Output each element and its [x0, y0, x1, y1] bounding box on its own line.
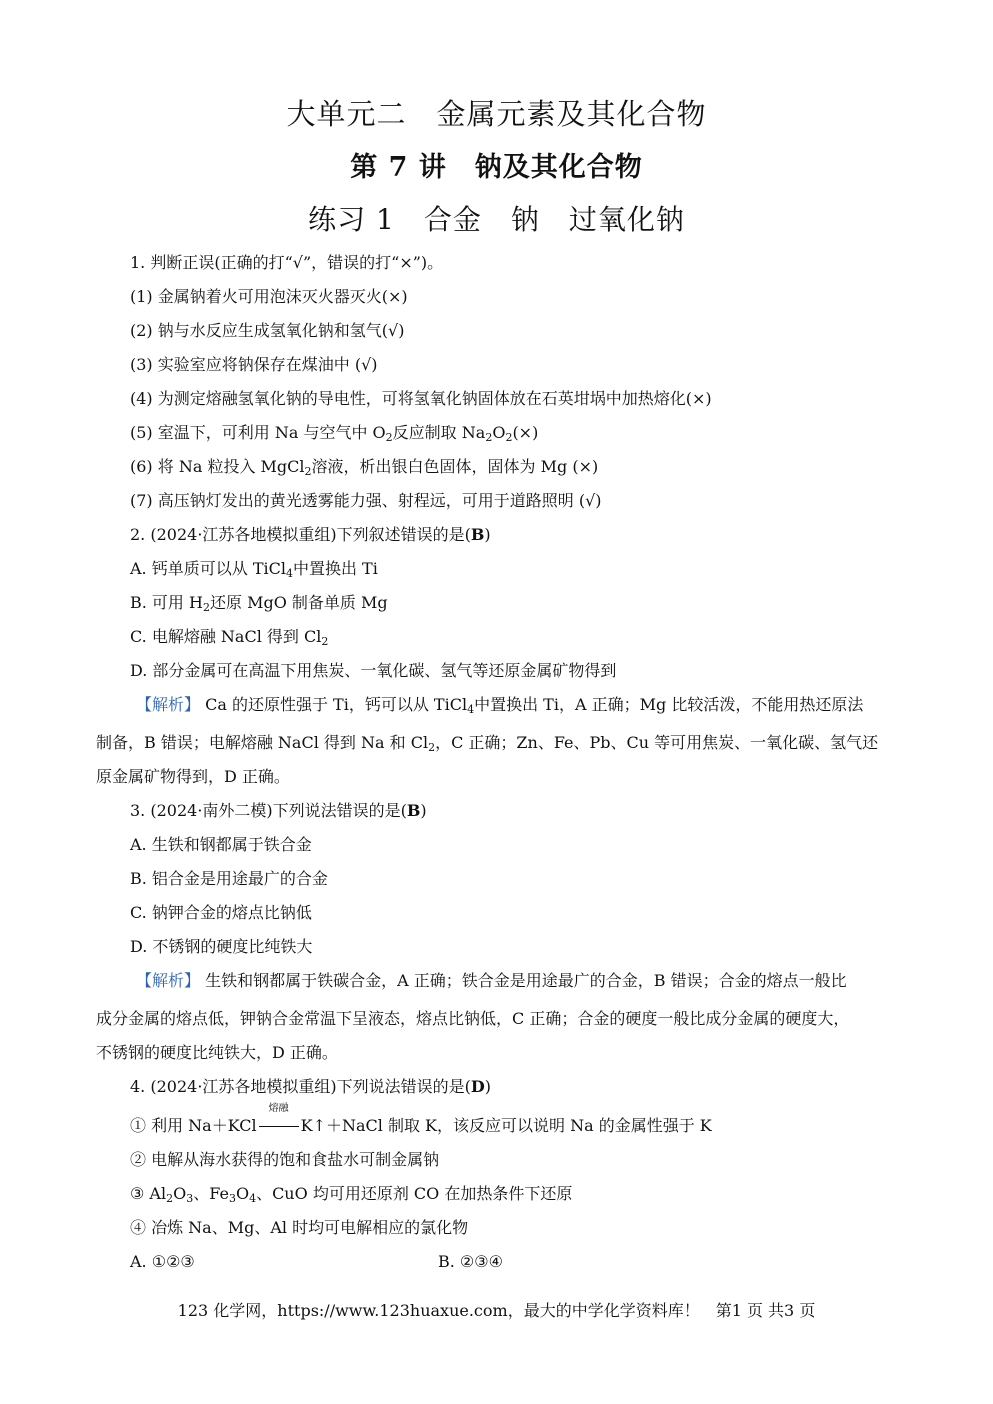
unit-title: 大单元二 金属元素及其化合物 — [286, 97, 707, 131]
q1-item-2: (2) 钠与水反应生成氢氧化钠和氢气(√) — [130, 321, 405, 340]
q3-stem: 3. (2024·南外二模)下列说法错误的是(B) — [130, 801, 427, 820]
q3-explanation-line-1: 【解析】 生铁和钢都属于铁碳合金，A 正确；铁合金是用途最广的合金，B 错误；合金的熔点一般比 — [136, 971, 847, 990]
q3-explanation-line-3: 不锈钢的硬度比纯铁大，D 正确。 — [96, 1043, 338, 1062]
exercise-title: 练习 1 合金 钠 过氧化钠 — [308, 203, 685, 236]
jiexi-tag: 【解析】 — [136, 971, 201, 990]
q3-option-d: D. 不锈钢的硬度比纯铁大 — [130, 937, 313, 956]
q4-option-a: A. ①②③ — [130, 1252, 195, 1271]
q3-answer: B — [406, 801, 421, 820]
q1-stem: 1. 判断正误(正确的打“√”，错误的打“×”)。 — [130, 253, 444, 272]
q4-statement-4: ④ 冶炼 Na、Mg、Al 时均可电解相应的氯化物 — [130, 1218, 469, 1237]
q4-option-b: B. ②③④ — [438, 1252, 503, 1271]
q2-explanation-line-2: 制备，B 错误；电解熔融 NaCl 得到 Na 和 $Cl_2$，C 正确；Zn、Fe、Pb、Cu 等可用焦炭、一氧化碳、氢气还 — [96, 733, 879, 754]
q4-statement-2: ② 电解从海水获得的饱和食盐水可制金属钠 — [130, 1150, 440, 1169]
q1-item-4: (4) 为测定熔融氢氧化钠的导电性，可将氢氧化钠固体放在石英坩埚中加热熔化(×) — [130, 389, 712, 408]
jiexi-tag: 【解析】 — [136, 695, 201, 714]
q2-explanation-line-3: 原金属矿物得到，D 正确。 — [96, 767, 290, 786]
q4-statement-3: ③ $Al_2O_3$、$Fe_3O_4$、CuO 均可用还原剂 CO 在加热条件下还原 — [130, 1184, 573, 1205]
q2-stem: 2. (2024·江苏各地模拟重组)下列叙述错误的是(B) — [130, 525, 491, 544]
q4-statement-1: ① 利用 Na＋KCl 熔融 K↑＋NaCl 制取 K，该反应可以说明 Na 的金属性强于 K — [130, 1103, 712, 1135]
q2-option-a: A. 钙单质可以从 TiCl$_4$中置换出 Ti — [130, 559, 378, 580]
q1-item-3: (3) 实验室应将钠保存在煤油中 (√) — [130, 355, 378, 374]
q2-explanation-line-1: 【解析】 Ca 的还原性强于 Ti，钙可以从 TiCl$_4$中置换出 Ti，A 正确；Mg 比较活泼，不能用热还原法 — [136, 695, 864, 716]
lesson-title: 第 7 讲 钠及其化合物 — [350, 152, 643, 183]
q1-item-7: (7) 高压钠灯发出的黄光透雾能力强、射程远，可用于道路照明 (√) — [130, 491, 602, 510]
q2-option-c: C. 电解熔融 NaCl 得到 $Cl_2$ — [130, 627, 329, 648]
q1-item-6: (6) 将 Na 粒投入 MgCl$_2$溶液，析出银白色固体，固体为 Mg (×) — [130, 457, 599, 478]
page-footer: 123 化学网，https://www.123huaxue.com，最大的中学化学资料库！ 第1 页 共3 页 — [177, 1301, 816, 1320]
q3-option-b: B. 铝合金是用途最广的合金 — [130, 869, 328, 888]
q1-item-1: (1) 金属钠着火可用泡沫灭火器灭火(×) — [130, 287, 408, 306]
q2-option-d: D. 部分金属可在高温下用焦炭、一氧化碳、氢气等还原金属矿物得到 — [130, 661, 617, 680]
q3-option-a: A. 生铁和钢都属于铁合金 — [130, 835, 312, 854]
q4-stem: 4. (2024·江苏各地模拟重组)下列说法错误的是(D) — [130, 1077, 492, 1096]
q3-explanation-line-2: 成分金属的熔点低，钾钠合金常温下呈液态，熔点比钠低，C 正确；合金的硬度一般比成分金属的硬度大， — [96, 1009, 850, 1028]
q3-option-c: C. 钠钾合金的熔点比钠低 — [130, 903, 312, 922]
q2-option-b: B. 可用 $H_2$还原 MgO 制备单质 Mg — [130, 593, 388, 614]
q4-answer: D — [470, 1077, 485, 1096]
q2-answer: B — [470, 525, 485, 544]
q1-item-5: (5) 室温下，可利用 Na 与空气中 $O_2$反应制取 $Na_2O_2(\times)$ — [130, 423, 539, 444]
reaction-condition-arrow: 熔融 — [257, 1116, 301, 1136]
